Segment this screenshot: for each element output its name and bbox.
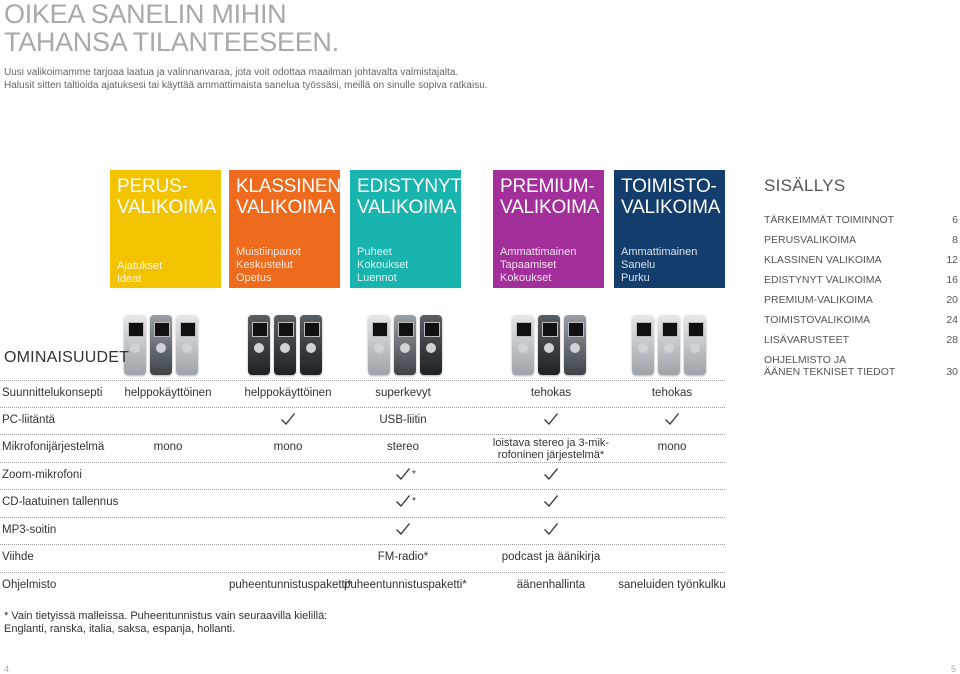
category-item: Opetus bbox=[236, 272, 272, 284]
feature-cell: äänenhallinta bbox=[516, 579, 586, 591]
checkmark-icon bbox=[344, 493, 462, 514]
recorder-image bbox=[658, 315, 680, 375]
toc-entry-label: PREMIUM-VALIKOIMA bbox=[764, 294, 873, 306]
category-item: Keskustelut bbox=[236, 259, 293, 271]
feature-row-label: Zoom-mikrofoni bbox=[2, 469, 82, 481]
intro-line-1: Uusi valikoimamme tarjoaa laatua ja valinnanvaraa, jota voit odottaa maailman johtavalta valmistajalta. bbox=[4, 67, 459, 78]
category-item: Sanelu bbox=[621, 259, 656, 271]
intro-line-2: Halusit sitten taltioida ajatuksesi tai käyttää ammattimaista sanelua työssäsi, meillä on sinulle sopiva ratkaisu. bbox=[4, 79, 488, 91]
feature-cell: helppokäyttöinen bbox=[244, 387, 332, 399]
toc-entry-page: 20 bbox=[946, 294, 958, 306]
category-title-1: PERUS- bbox=[117, 176, 188, 197]
feature-cell: mono bbox=[153, 441, 183, 453]
device-images-toimisto bbox=[632, 305, 706, 375]
page-number-left: 4 bbox=[4, 664, 10, 674]
category-item: Luennot bbox=[357, 272, 397, 284]
feature-cell: loistava stereo ja 3-mik- rofoninen järjestelmä* bbox=[492, 437, 610, 461]
category-title-1: EDISTYNYT bbox=[357, 176, 462, 197]
toc-entry-page: 6 bbox=[952, 214, 958, 226]
toc-entry-page: 16 bbox=[946, 274, 958, 286]
feature-row bbox=[0, 434, 725, 462]
feature-cell: helppokäyttöinen bbox=[124, 387, 212, 399]
toc-entry[interactable] bbox=[764, 246, 958, 266]
feature-row bbox=[0, 407, 725, 435]
checkmark-icon bbox=[492, 466, 610, 487]
toc-entry[interactable] bbox=[764, 346, 958, 378]
table-of-contents bbox=[764, 176, 958, 378]
checkmark-icon bbox=[492, 493, 610, 514]
feature-cell: mono bbox=[657, 441, 687, 453]
feature-cell: puheentunnistuspaketti* bbox=[229, 579, 352, 591]
feature-cell: podcast ja äänikirja bbox=[501, 551, 601, 563]
toc-entry-label: OHJELMISTO JA bbox=[764, 354, 847, 366]
category-item: Muistiinpanot bbox=[236, 246, 301, 258]
recorder-image bbox=[394, 315, 416, 375]
category-item: Ideat bbox=[117, 273, 142, 285]
category-title-2: VALIKOIMA bbox=[500, 197, 600, 218]
recorder-image bbox=[176, 315, 198, 375]
feature-cell: superkevyt bbox=[375, 387, 431, 399]
recorder-image bbox=[274, 315, 296, 375]
toc-entry-label: KLASSINEN VALIKOIMA bbox=[764, 254, 882, 266]
toc-entry-label: LISÄVARUSTEET bbox=[764, 334, 849, 346]
toc-entry-page: 12 bbox=[946, 254, 958, 266]
device-images-klassinen bbox=[248, 305, 322, 375]
feature-cell: saneluiden työnkulku bbox=[618, 579, 726, 591]
toc-entry-page: 28 bbox=[946, 334, 958, 346]
feature-cell: USB-liitin bbox=[379, 414, 427, 426]
headline-line-2: TAHANSA TILANTEESEEN. bbox=[4, 27, 339, 57]
headline-line-1: OIKEA SANELIN MIHIN bbox=[4, 0, 287, 29]
category-title-1: TOIMISTO- bbox=[621, 176, 717, 197]
footnote-asterisk: * bbox=[412, 496, 416, 507]
category-klassinen bbox=[229, 170, 340, 288]
feature-row bbox=[0, 544, 725, 572]
category-item: Ammattimainen bbox=[500, 246, 577, 258]
recorder-image bbox=[150, 315, 172, 375]
toc-entry-label: EDISTYNYT VALIKOIMA bbox=[764, 274, 882, 286]
toc-entry-label: TÄRKEIMMÄT TOIMINNOT bbox=[764, 214, 895, 226]
checkmark-icon bbox=[344, 466, 462, 487]
feature-row-label: CD-laatuinen tallennus bbox=[2, 496, 119, 508]
recorder-image bbox=[538, 315, 560, 375]
category-title-2: VALIKOIMA bbox=[621, 197, 721, 218]
feature-row-label: Mikrofonijärjestelmä bbox=[2, 441, 105, 453]
feature-row bbox=[0, 517, 725, 545]
category-edistynyt bbox=[350, 170, 461, 288]
toc-entry[interactable] bbox=[764, 226, 958, 246]
recorder-image bbox=[632, 315, 654, 375]
category-perus bbox=[110, 170, 221, 288]
toc-entry-label: ÄÄNEN TEKNISET TIEDOT bbox=[764, 366, 896, 378]
category-title-1: PREMIUM- bbox=[500, 176, 595, 197]
feature-cell: FM-radio* bbox=[377, 551, 429, 563]
recorder-image bbox=[248, 315, 270, 375]
feature-cell: puheentunnistuspaketti* bbox=[344, 579, 467, 591]
category-item: Purku bbox=[621, 272, 650, 284]
feature-cell: tehokas bbox=[651, 387, 693, 399]
category-item: Ammattimainen bbox=[621, 246, 698, 258]
category-toimisto bbox=[614, 170, 725, 288]
checkmark-icon bbox=[344, 521, 462, 542]
category-item: Kokoukset bbox=[500, 272, 552, 284]
device-images-edistynyt bbox=[368, 305, 442, 375]
feature-cell: stereo bbox=[387, 441, 419, 453]
device-images-premium bbox=[512, 305, 586, 375]
feature-row-label: MP3-soitin bbox=[2, 524, 57, 536]
recorder-image bbox=[684, 315, 706, 375]
recorder-image bbox=[564, 315, 586, 375]
toc-entry-label: PERUSVALIKOIMA bbox=[764, 234, 856, 246]
category-title-2: VALIKOIMA bbox=[236, 197, 336, 218]
feature-row bbox=[0, 380, 725, 408]
category-premium bbox=[493, 170, 604, 288]
checkmark-icon bbox=[613, 411, 731, 432]
intro-text bbox=[4, 67, 524, 92]
features-heading: OMINAISUUDET bbox=[4, 349, 130, 366]
device-images-perus bbox=[124, 305, 198, 375]
toc-entry[interactable] bbox=[764, 286, 958, 306]
feature-row-label: PC-liitäntä bbox=[2, 414, 56, 426]
footnote bbox=[4, 610, 327, 636]
toc-entry-page: 8 bbox=[952, 234, 958, 246]
toc-entry[interactable] bbox=[764, 326, 958, 346]
footnote-line-2: Englanti, ranska, italia, saksa, espanja, hollanti. bbox=[4, 623, 236, 635]
page-number-right: 5 bbox=[950, 664, 956, 674]
toc-entry-page: 24 bbox=[946, 314, 958, 326]
toc-entry-page: 30 bbox=[946, 366, 958, 378]
checkmark-icon bbox=[492, 411, 610, 432]
toc-title: SISÄLLYS bbox=[764, 176, 846, 195]
footnote-asterisk: * bbox=[412, 469, 416, 480]
page-headline bbox=[4, 0, 524, 56]
checkmark-icon bbox=[492, 521, 610, 542]
feature-row bbox=[0, 572, 725, 600]
feature-row bbox=[0, 489, 725, 517]
toc-entry[interactable] bbox=[764, 206, 958, 226]
category-item: Puheet bbox=[357, 246, 392, 258]
category-title-2: VALIKOIMA bbox=[357, 197, 457, 218]
category-title-1: KLASSINEN bbox=[236, 176, 341, 197]
feature-row-label: Ohjelmisto bbox=[2, 579, 57, 591]
toc-entry[interactable] bbox=[764, 306, 958, 326]
category-item: Ajatukset bbox=[117, 260, 163, 272]
feature-row bbox=[0, 462, 725, 490]
recorder-image bbox=[300, 315, 322, 375]
category-item: Kokoukset bbox=[357, 259, 409, 271]
feature-row-label: Suunnittelukonsepti bbox=[2, 387, 103, 399]
category-item: Tapaamiset bbox=[500, 259, 557, 271]
recorder-image bbox=[512, 315, 534, 375]
checkmark-icon bbox=[229, 411, 347, 432]
footnote-line-1: * Vain tietyissä malleissa. Puheentunnistus vain seuraavilla kielillä: bbox=[4, 610, 328, 622]
feature-cell: tehokas bbox=[530, 387, 572, 399]
toc-entry-label: TOIMISTOVALIKOIMA bbox=[764, 314, 871, 326]
recorder-image bbox=[420, 315, 442, 375]
feature-row-label: Viihde bbox=[2, 551, 34, 563]
feature-cell: mono bbox=[273, 441, 303, 453]
category-title-2: VALIKOIMA bbox=[117, 197, 217, 218]
recorder-image bbox=[368, 315, 390, 375]
toc-entry[interactable] bbox=[764, 266, 958, 286]
